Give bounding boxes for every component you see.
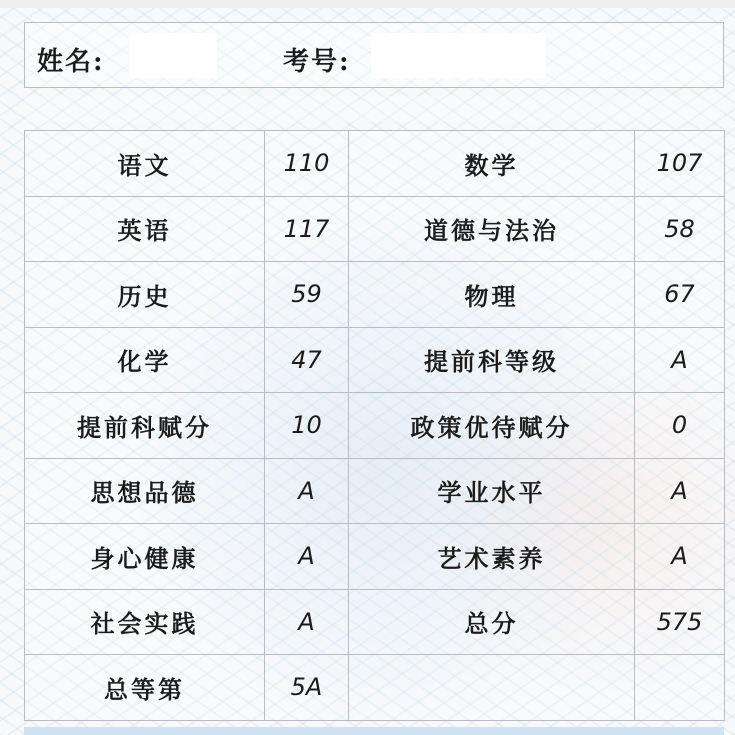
subject-label: 道德与法治	[349, 196, 635, 262]
score-table	[24, 130, 725, 721]
subject-score: 5A	[265, 655, 349, 721]
subject-score: 575	[635, 589, 725, 655]
subject-label: 身心健康	[25, 524, 265, 590]
exam-number-label: 考号:	[283, 47, 351, 77]
table-row	[25, 524, 725, 590]
subject-label	[349, 655, 635, 721]
subject-score: A	[265, 524, 349, 590]
table-row	[25, 589, 725, 655]
table-row	[25, 655, 725, 721]
table-row	[25, 327, 725, 393]
subject-score: A	[635, 458, 725, 524]
subject-label: 社会实践	[25, 589, 265, 655]
subject-label: 思想品德	[25, 458, 265, 524]
exam-number-field-redacted	[371, 33, 546, 78]
subject-score: 67	[635, 262, 725, 328]
subject-score: A	[265, 458, 349, 524]
subject-label: 历史	[25, 262, 265, 328]
table-row	[25, 196, 725, 262]
subject-label: 总分	[349, 589, 635, 655]
subject-score: 10	[265, 393, 349, 459]
subject-label: 语文	[25, 131, 265, 197]
name-label: 姓名:	[37, 47, 105, 77]
subject-label: 提前科等级	[349, 327, 635, 393]
table-row	[25, 458, 725, 524]
subject-score: A	[265, 589, 349, 655]
subject-score: 107	[635, 131, 725, 197]
subject-label: 物理	[349, 262, 635, 328]
subject-score: A	[635, 327, 725, 393]
subject-label: 数学	[349, 131, 635, 197]
table-row	[25, 393, 725, 459]
subject-label: 总等第	[25, 655, 265, 721]
student-info-header	[24, 22, 724, 88]
subject-label: 英语	[25, 196, 265, 262]
subject-score: 58	[635, 196, 725, 262]
subject-score	[635, 655, 725, 721]
table-row	[25, 262, 725, 328]
subject-score: 0	[635, 393, 725, 459]
top-edge-strip	[0, 0, 735, 8]
bottom-edge-strip	[24, 727, 724, 735]
name-field-redacted	[129, 33, 217, 78]
table-row	[25, 131, 725, 197]
subject-label: 艺术素养	[349, 524, 635, 590]
subject-score: A	[635, 524, 725, 590]
subject-label: 提前科赋分	[25, 393, 265, 459]
subject-score: 117	[265, 196, 349, 262]
subject-label: 政策优待赋分	[349, 393, 635, 459]
subject-score: 110	[265, 131, 349, 197]
watermark-band	[24, 96, 724, 122]
subject-score: 47	[265, 327, 349, 393]
subject-score: 59	[265, 262, 349, 328]
subject-label: 化学	[25, 327, 265, 393]
subject-label: 学业水平	[349, 458, 635, 524]
